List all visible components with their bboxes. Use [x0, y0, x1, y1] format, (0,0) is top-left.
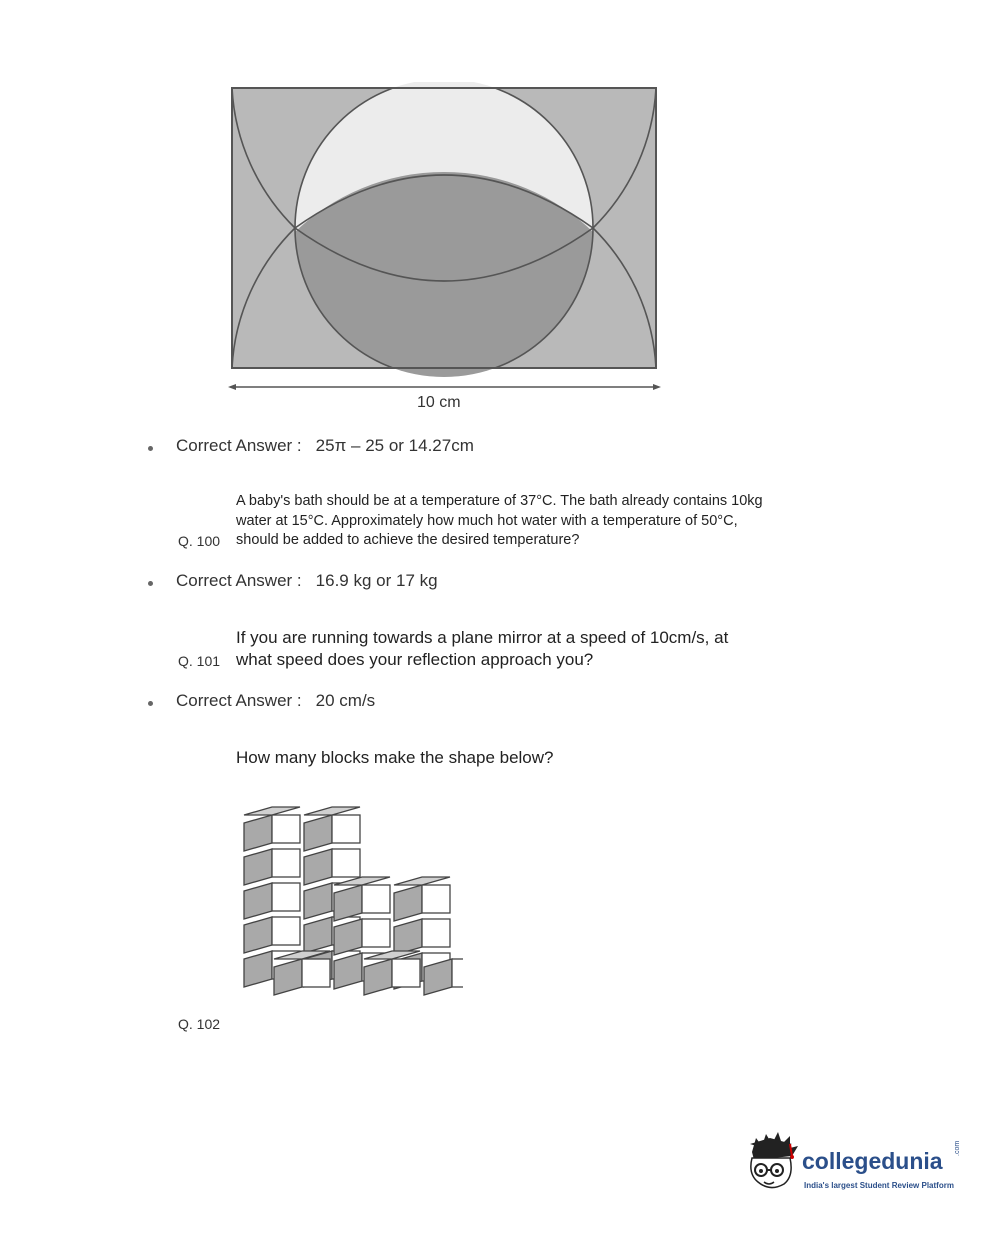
brand-name: collegedunia [802, 1148, 943, 1174]
block-top [244, 807, 300, 815]
question-line: should be added to achieve the desired temperature? [236, 532, 580, 549]
block-top [304, 807, 360, 815]
question-number: Q. 101 [178, 653, 221, 669]
block-cube [274, 959, 330, 995]
block-cube [304, 815, 360, 851]
question-text [236, 627, 728, 671]
answer-label: Correct Answer : [176, 436, 302, 455]
arrow-left-icon [228, 384, 236, 390]
question-line: How many blocks make the shape below? [236, 748, 554, 767]
brand-suffix: .com [954, 1140, 961, 1156]
answer-value: 20 cm/s [315, 691, 376, 710]
block-cube [244, 917, 300, 953]
block-cube [364, 959, 420, 995]
dimension-label: 10 cm [417, 394, 461, 411]
bullet [148, 446, 153, 451]
answer-value: 16.9 kg or 17 kg [315, 571, 438, 590]
question-line: A baby's bath should be at a temperature of 37°C. The bath already contains 10kg [236, 493, 763, 509]
correct-answer-row [176, 691, 375, 711]
block-cube [244, 883, 300, 919]
question-line: what speed does your reflection approach you? [236, 650, 594, 670]
brand-tagline: India's largest Student Review Platform [804, 1181, 954, 1190]
block-cube [244, 849, 300, 885]
block-top [334, 877, 390, 885]
block-cube [334, 919, 390, 955]
block-cube [394, 919, 450, 955]
block-cube [334, 885, 390, 921]
block-top [394, 877, 450, 885]
answer-label: Correct Answer : [176, 571, 302, 590]
blocks-figure [238, 795, 463, 1025]
block-cube [394, 885, 450, 921]
question-line: If you are running towards a plane mirror at a speed of 10cm/s, at [236, 628, 729, 647]
mascot-icon [744, 1130, 804, 1196]
answer-label: Correct Answer : [176, 691, 302, 710]
brand-logo [744, 1130, 974, 1200]
bullet [148, 581, 153, 586]
correct-answer-row [176, 571, 438, 591]
question-text [236, 492, 763, 551]
question-number: Q. 100 [178, 533, 221, 549]
block-cube [244, 815, 300, 851]
question-number: Q. 102 [178, 1016, 221, 1032]
bullet [148, 701, 153, 706]
question-line: water at 15°C. Approximately how much hot water with a temperature of 50°C, [236, 512, 738, 529]
correct-answer-row [176, 436, 474, 456]
arrow-right-icon [653, 384, 661, 390]
geometry-figure [225, 82, 665, 422]
answer-value: 25π – 25 or 14.27cm [315, 436, 474, 455]
question-text [236, 747, 554, 770]
